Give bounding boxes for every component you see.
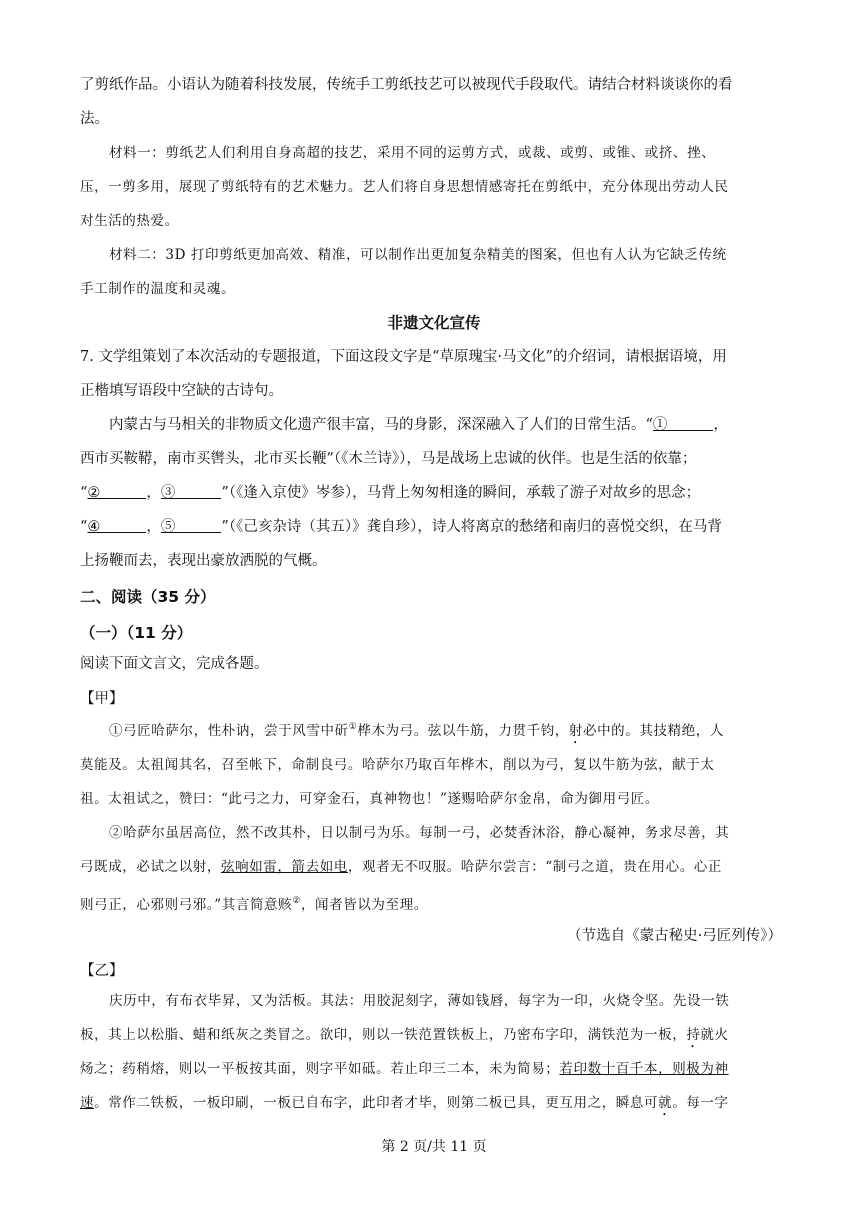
passage-source: （节选自《蒙古秘史·弓匠列传》） [567, 928, 782, 944]
text-segment: 炀之；药稍熔，则以一平板按其面，则字平如砥。若止印三二本，未为简易； [80, 1061, 560, 1077]
text-line: 材料二：3D 打印剪纸更加高效、精准，可以制作出更加复杂精美的图案，但也有人认为它缺乏传统 [109, 247, 727, 263]
text-segment: ，闻者皆以为至理。 [300, 897, 428, 913]
answer-blank[interactable] [175, 482, 221, 499]
text-line: ②哈萨尔虽居高位，然不改其朴，日以制弓为乐。每制一弓，必焚香沐浴，静心凝神，务求尽善，其 [109, 825, 730, 841]
text-line: 了剪纸作品。小语认为随着科技发展，传统手工剪纸技艺可以被现代手段取代。请结合材料谈谈你的看 [80, 77, 733, 93]
question-7 [80, 340, 788, 578]
text-segment: 内蒙古与马相关的非物质文化遗产很丰富，马的身影，深深融入了人们的日常生活。“ [109, 417, 653, 433]
text-segment: ①弓匠哈萨尔，性朴讷，尝于风雪中斫 [109, 723, 349, 739]
blank-number: ③ [160, 485, 176, 501]
material-two [80, 238, 788, 306]
fill-line [80, 476, 788, 510]
text-segment: “ [80, 519, 88, 535]
emphasis-char: 射 [568, 723, 583, 739]
material-one [80, 136, 788, 238]
emphasis-char: 就 [658, 1095, 673, 1111]
question-prompt: 正楷填写语段中空缺的古诗句。 [80, 383, 283, 399]
underlined-sentence: 速 [80, 1095, 95, 1111]
blank-number: ① [652, 417, 668, 433]
underlined-sentence: 弦响如雷，箭去如电 [221, 859, 348, 875]
passage-label: 【甲】 [80, 691, 124, 707]
section-heading: 非遗文化宣传 [387, 314, 481, 332]
text-line: 庆历中，有布衣毕昇，又为活板。其法：用胶泥刻字，薄如钱唇，每字为一印，火烧令坚。先设一铁 [109, 993, 730, 1009]
fill-line [80, 510, 788, 544]
text-segment: ”（《逢入京使》岑参），马背上匆匆相逢的瞬间，承载了游子对故乡的思念； [221, 485, 701, 501]
text-line [80, 1086, 788, 1120]
text-line: 祖。太祖试之，赞曰：“此弓之力，可穿金石，真神物也！”遂赐哈萨尔金帛，命为御用弓匠。 [80, 791, 660, 807]
question-prompt: 7. 文学组策划了本次活动的专题报道，下面这段文字是“草原瑰宝·马文化”的介绍词，请根据语境，用 [80, 349, 727, 365]
text-line: 莫能及。太祖闻其名，召至帐下，命制良弓。哈萨尔乃取百年桦木，削以为弓，复以牛筋为弦，献于太 [80, 757, 715, 773]
answer-blank[interactable] [100, 482, 146, 499]
blank-number: ⑤ [160, 519, 176, 535]
underlined-sentence: 若印数十百千本，则极为神 [559, 1061, 729, 1077]
text-line [80, 1052, 788, 1086]
passage-label: 【乙】 [80, 963, 124, 979]
footnote-marker: ① [348, 722, 358, 732]
text-segment: ， [713, 417, 728, 433]
passage-yi-label-block [80, 954, 788, 988]
text-segment: “ [80, 485, 88, 501]
intro-paragraph [80, 68, 788, 136]
answer-blank[interactable] [667, 414, 713, 431]
text-segment: ，观者无不叹服。哈萨尔尝言：“制弓之道，贵在用心。心正 [347, 859, 723, 875]
page-footer: 第 2 页/共 11 页 [381, 1139, 487, 1155]
blank-number: ② [87, 485, 101, 501]
text-line: 西市买鞍鞯，南市买辔头，北市买长鞭”（《木兰诗》），马是战场上忠诚的伙伴。也是生活的依靠； [80, 451, 697, 467]
reading-instruction [80, 647, 788, 681]
instruction-text: 阅读下面文言文，完成各题。 [80, 656, 269, 672]
text-line [80, 884, 788, 922]
text-segment: 则弓正，心邪则弓邪。”其言简意赅 [80, 897, 293, 913]
part-two-title: 二、阅读（35 分） [80, 588, 216, 606]
text-segment: 。常作二铁板，一板印刷，一板已自布字，此印者才毕，则第二板已具，更互用之，瞬息可 [94, 1095, 659, 1111]
text-segment: 就火 [700, 1027, 729, 1043]
text-line: 手工制作的温度和灵魂。 [80, 281, 236, 297]
fill-line [80, 408, 788, 442]
text-segment: 板，其上以松脂、蜡和纸灰之类冒之。欲印，则以一铁范置铁板上，乃密布字印，满铁范为一板， [80, 1027, 687, 1043]
text-line [80, 1018, 788, 1052]
text-line [80, 850, 788, 884]
text-line: 材料一：剪纸艺人们利用自身高超的技艺，采用不同的运剪方式，或裁、或剪、或锥、或挤、挫、 [109, 145, 716, 161]
text-segment: 桦木为弓。弦以牛筋，力贯千钧， [357, 723, 569, 739]
text-line [80, 710, 788, 748]
answer-blank[interactable] [100, 516, 146, 533]
answer-blank[interactable] [175, 516, 221, 533]
text-segment: 必中的。其技精绝，人 [582, 723, 724, 739]
text-segment: 。每一字 [672, 1095, 729, 1111]
footnote-marker: ② [292, 896, 301, 906]
blank-number: ④ [87, 519, 101, 535]
text-line: 上扬鞭而去，表现出豪放洒脱的气概。 [80, 553, 327, 569]
text-segment: ， [146, 485, 161, 501]
text-line: 压，一剪多用，展现了剪纸特有的艺术魅力。艺人们将自身思想情感寄托在剪纸中，充分体现出劳动人民 [80, 179, 729, 195]
part-two-subtitle: （一）（11 分） [80, 624, 193, 642]
text-line: 对生活的热爱。 [80, 213, 179, 229]
passage-jia [80, 710, 788, 922]
text-segment: ”（《己亥杂诗（其五）》龚自珍），诗人将离京的愁绪和南归的喜悦交织，在马背 [221, 519, 722, 535]
text-segment: ， [146, 519, 161, 535]
text-segment: 弓既成，必试之以射， [80, 859, 221, 875]
passage-yi [80, 984, 788, 1120]
emphasis-char: 持 [686, 1027, 701, 1043]
text-line: 法。 [80, 111, 109, 127]
